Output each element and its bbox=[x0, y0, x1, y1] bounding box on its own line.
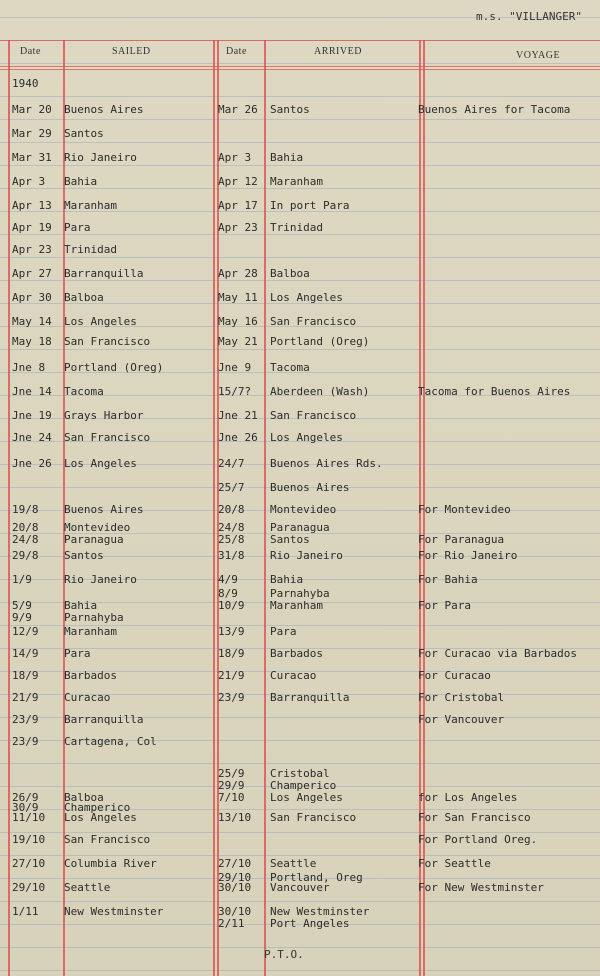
arrived-date: 20/8 bbox=[218, 503, 245, 516]
arrived-port: Para bbox=[270, 625, 297, 638]
arrived-date: 29/10 bbox=[218, 871, 252, 884]
arrived-port: Santos bbox=[270, 103, 310, 116]
arrived-date: 25/9 bbox=[218, 767, 245, 780]
sailed-port: Maranham bbox=[64, 199, 117, 212]
arrived-port: Barbados bbox=[270, 647, 323, 660]
sailed-date: Jne 14 bbox=[12, 385, 52, 398]
sailed-port: Rio Janeiro bbox=[64, 573, 137, 586]
sailed-date: 24/8 bbox=[12, 533, 39, 546]
voyage-note: For Rio Janeiro bbox=[418, 549, 518, 562]
arrived-date: Jne 9 bbox=[218, 361, 252, 374]
sailed-port: Buenos Aires bbox=[64, 503, 144, 516]
sailed-port: Barranquilla bbox=[64, 267, 144, 280]
arrived-port: Bahia bbox=[270, 151, 304, 164]
sailed-date: Jne 24 bbox=[12, 431, 52, 444]
voyage-note: For Portland Oreg. bbox=[418, 833, 538, 846]
pto-note: P.T.O. bbox=[264, 948, 304, 961]
voyage-note: For Paranagua bbox=[418, 533, 505, 546]
sailed-date: 1/9 bbox=[12, 573, 32, 586]
sailed-date: 30/9 bbox=[12, 801, 39, 814]
sailed-date: 23/9 bbox=[12, 713, 39, 726]
sailed-port: Los Angeles bbox=[64, 457, 137, 470]
arrived-date: 15/7? bbox=[218, 385, 252, 398]
sailed-port: Rio Janeiro bbox=[64, 151, 137, 164]
sailed-port: Para bbox=[64, 221, 91, 234]
arrived-port: Tacoma bbox=[270, 361, 310, 374]
sailed-date: 1/11 bbox=[12, 905, 39, 918]
arrived-date: 8/9 bbox=[218, 587, 238, 600]
arrived-date: 21/9 bbox=[218, 669, 245, 682]
sailed-port: Portland (Oreg) bbox=[64, 361, 164, 374]
arrived-date: 4/9 bbox=[218, 573, 238, 586]
voyage-note: For Seattle bbox=[418, 857, 491, 870]
arrived-date: 25/8 bbox=[218, 533, 245, 546]
sailed-date: 29/10 bbox=[12, 881, 46, 894]
rule-after-sailed bbox=[213, 40, 215, 976]
voyage-note: For San Francisco bbox=[418, 811, 531, 824]
col-header-date-sailed: Date bbox=[20, 46, 41, 57]
arrived-port: Maranham bbox=[270, 175, 323, 188]
voyage-note: For Curacao bbox=[418, 669, 491, 682]
sailed-date: 19/8 bbox=[12, 503, 39, 516]
sailed-date: Mar 31 bbox=[12, 151, 52, 164]
sailed-date: 18/9 bbox=[12, 669, 39, 682]
arrived-date: 30/10 bbox=[218, 881, 252, 894]
arrived-port: Aberdeen (Wash) bbox=[270, 385, 370, 398]
arrived-date: 27/10 bbox=[218, 857, 252, 870]
sailed-date: 27/10 bbox=[12, 857, 46, 870]
sailed-date: 12/9 bbox=[12, 625, 39, 638]
rule-after-date2 bbox=[264, 40, 266, 976]
sailed-port: Santos bbox=[64, 549, 104, 562]
arrived-port: Portland, Oreg bbox=[270, 871, 363, 884]
sailed-date: Mar 29 bbox=[12, 127, 52, 140]
arrived-port: Curacao bbox=[270, 669, 317, 682]
arrived-date: 23/9 bbox=[218, 691, 245, 704]
voyage-note: For Para bbox=[418, 599, 471, 612]
arrived-date: 13/9 bbox=[218, 625, 245, 638]
sailed-date: Apr 27 bbox=[12, 267, 52, 280]
arrived-date: May 11 bbox=[218, 291, 258, 304]
sailed-port: Para bbox=[64, 647, 91, 660]
voyage-note: Tacoma for Buenos Aires bbox=[418, 385, 571, 398]
sailed-port: Bahia bbox=[64, 175, 98, 188]
sailed-date: May 18 bbox=[12, 335, 52, 348]
sailed-date: 19/10 bbox=[12, 833, 46, 846]
sailed-port: Balboa bbox=[64, 791, 104, 804]
sailed-port: San Francisco bbox=[64, 335, 151, 348]
sailed-date: Jne 19 bbox=[12, 409, 52, 422]
voyage-note: Buenos Aires for Tacoma bbox=[418, 103, 571, 116]
voyage-note: for Los Angeles bbox=[418, 791, 518, 804]
arrived-port: San Francisco bbox=[270, 811, 357, 824]
sailed-port: Parnahyba bbox=[64, 611, 124, 624]
sailed-port: Bahia bbox=[64, 599, 98, 612]
sailed-port: Grays Harbor bbox=[64, 409, 144, 422]
arrived-date: Apr 3 bbox=[218, 151, 252, 164]
sailed-date: Apr 30 bbox=[12, 291, 52, 304]
ship-name: m.s. "VILLANGER" bbox=[476, 10, 582, 23]
arrived-port: Los Angeles bbox=[270, 791, 343, 804]
sailed-port: Tacoma bbox=[64, 385, 104, 398]
voyage-note: For Vancouver bbox=[418, 713, 505, 726]
arrived-date: Apr 28 bbox=[218, 267, 258, 280]
arrived-port: Los Angeles bbox=[270, 291, 343, 304]
arrived-date: 25/7 bbox=[218, 481, 245, 494]
sailed-date: Jne 8 bbox=[12, 361, 46, 374]
arrived-date: Apr 23 bbox=[218, 221, 258, 234]
arrived-port: New Westminster bbox=[270, 905, 370, 918]
arrived-port: Champerico bbox=[270, 779, 337, 792]
sailed-port: Paranagua bbox=[64, 533, 124, 546]
sailed-date: 5/9 bbox=[12, 599, 32, 612]
sailed-port: Curacao bbox=[64, 691, 111, 704]
sailed-port: Santos bbox=[64, 127, 104, 140]
sailed-port: Trinidad bbox=[64, 243, 117, 256]
sailed-date: 11/10 bbox=[12, 811, 46, 824]
arrived-port: Port Angeles bbox=[270, 917, 350, 930]
arrived-port: Buenos Aires Rds. bbox=[270, 457, 383, 470]
header-top-rule bbox=[0, 40, 600, 41]
col-header-arrived: ARRIVED bbox=[314, 46, 362, 57]
sailed-date: 14/9 bbox=[12, 647, 39, 660]
arrived-date: 30/10 bbox=[218, 905, 252, 918]
arrived-date: 18/9 bbox=[218, 647, 245, 660]
voyage-note: For Bahia bbox=[418, 573, 478, 586]
voyage-note: For Montevideo bbox=[418, 503, 511, 516]
arrived-port: Seattle bbox=[270, 857, 317, 870]
col-header-date-arrived: Date bbox=[226, 46, 247, 57]
sailed-date: 26/9 bbox=[12, 791, 39, 804]
sailed-port: Maranham bbox=[64, 625, 117, 638]
arrived-port: Buenos Aires bbox=[270, 481, 350, 494]
sailed-port: Buenos Aires bbox=[64, 103, 144, 116]
sailed-date: 23/9 bbox=[12, 735, 39, 748]
sailed-date: Mar 20 bbox=[12, 103, 52, 116]
arrived-port: Trinidad bbox=[270, 221, 323, 234]
col-header-voyage: VOYAGE bbox=[516, 50, 561, 61]
voyage-note: For Curacao via Barbados bbox=[418, 647, 577, 660]
sailed-port: Seattle bbox=[64, 881, 111, 894]
arrived-port: Cristobal bbox=[270, 767, 330, 780]
sailed-date: Apr 23 bbox=[12, 243, 52, 256]
arrived-port: Montevideo bbox=[270, 503, 337, 516]
col-header-sailed: SAILED bbox=[112, 46, 151, 57]
sailed-date: Apr 19 bbox=[12, 221, 52, 234]
sailed-port: Balboa bbox=[64, 291, 104, 304]
arrived-date: May 16 bbox=[218, 315, 258, 328]
arrived-date: 24/7 bbox=[218, 457, 245, 470]
arrived-date: Jne 21 bbox=[218, 409, 258, 422]
sailed-port: Montevideo bbox=[64, 521, 131, 534]
sailed-port: San Francisco bbox=[64, 431, 151, 444]
arrived-port: Portland (Oreg) bbox=[270, 335, 370, 348]
arrived-date: 31/8 bbox=[218, 549, 245, 562]
arrived-date: Mar 26 bbox=[218, 103, 258, 116]
arrived-port: Parnahyba bbox=[270, 587, 330, 600]
voyage-note: For Cristobal bbox=[418, 691, 505, 704]
sailed-date: 21/9 bbox=[12, 691, 39, 704]
arrived-port: Paranagua bbox=[270, 521, 330, 534]
arrived-date: Apr 17 bbox=[218, 199, 258, 212]
sailed-date: May 14 bbox=[12, 315, 52, 328]
arrived-port: San Francisco bbox=[270, 315, 357, 328]
arrived-port: Balboa bbox=[270, 267, 310, 280]
year-label: 1940 bbox=[12, 77, 39, 90]
arrived-date: Apr 12 bbox=[218, 175, 258, 188]
sailed-date: Apr 3 bbox=[12, 175, 46, 188]
arrived-port: Bahia bbox=[270, 573, 304, 586]
sailed-date: 29/8 bbox=[12, 549, 39, 562]
arrived-date: May 21 bbox=[218, 335, 258, 348]
sailed-port: Champerico bbox=[64, 801, 131, 814]
arrived-port: In port Para bbox=[270, 199, 350, 212]
sailed-date: 9/9 bbox=[12, 611, 32, 624]
sailed-port: Barranquilla bbox=[64, 713, 144, 726]
arrived-port: Rio Janeiro bbox=[270, 549, 343, 562]
sailed-port: San Francisco bbox=[64, 833, 151, 846]
arrived-port: Vancouver bbox=[270, 881, 330, 894]
voyage-note: For New Westminster bbox=[418, 881, 544, 894]
arrived-date: 13/10 bbox=[218, 811, 252, 824]
arrived-date: 10/9 bbox=[218, 599, 245, 612]
arrived-port: San Francisco bbox=[270, 409, 357, 422]
sailed-port: New Westminster bbox=[64, 905, 164, 918]
margin-rule bbox=[8, 40, 10, 976]
sailed-port: Barbados bbox=[64, 669, 117, 682]
arrived-date: 2/11 bbox=[218, 917, 245, 930]
sailed-date: 20/8 bbox=[12, 521, 39, 534]
arrived-port: Los Angeles bbox=[270, 431, 343, 444]
header-double-rule bbox=[0, 69, 600, 70]
sailed-date: Apr 13 bbox=[12, 199, 52, 212]
sailed-port: Columbia River bbox=[64, 857, 157, 870]
arrived-date: Jne 26 bbox=[218, 431, 258, 444]
arrived-date: 24/8 bbox=[218, 521, 245, 534]
arrived-date: 29/9 bbox=[218, 779, 245, 792]
arrived-date: 7/10 bbox=[218, 791, 245, 804]
header-bottom-rule bbox=[0, 66, 600, 67]
sailed-port: Los Angeles bbox=[64, 315, 137, 328]
sailed-port: Cartagena, Col bbox=[64, 735, 157, 748]
arrived-port: Maranham bbox=[270, 599, 323, 612]
arrived-port: Barranquilla bbox=[270, 691, 350, 704]
arrived-port: Santos bbox=[270, 533, 310, 546]
sailed-port: Los Angeles bbox=[64, 811, 137, 824]
sailed-date: Jne 26 bbox=[12, 457, 52, 470]
